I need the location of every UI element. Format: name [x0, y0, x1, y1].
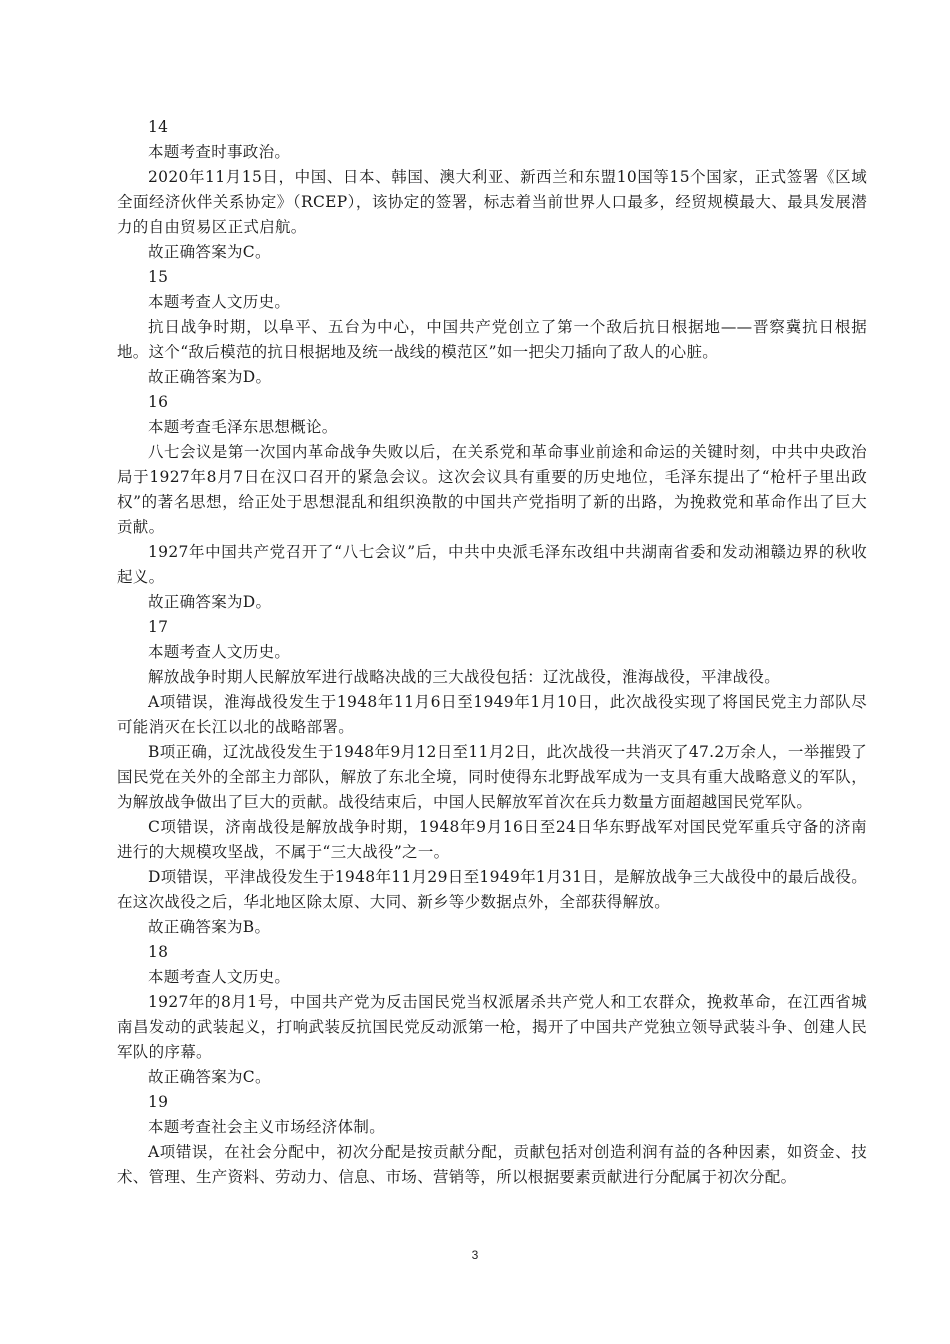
paragraph: 本题考查人文历史。 [148, 968, 291, 986]
paragraph: 2020年11月15日，中国、日本、韩国、澳大利亚、新西兰和东盟10国等15个国家，正式签署《区域全面经济伙伴关系协定》（RCEP），该协定的签署，标志着当前世界人口最多，经贸规模最大、最具发展潜力的自由贸易区正式启航。 [117, 168, 867, 236]
paragraph: 八七会议是第一次国内革命战争失败以后，在关系党和革命事业前途和命运的关键时刻，中共中央政治局于1927年8月7日在汉口召开的紧急会议。这次会议具有重要的历史地位，毛泽东提出了“枪杆子里出政权”的著名思想，给正处于思想混乱和组织涣散的中国共产党指明了新的出路，为挽救党和革命作出了巨大贡献。 [117, 443, 867, 536]
document-body [117, 115, 867, 1190]
paragraph: 故正确答案为D。 [148, 593, 272, 611]
paragraph: 18 [148, 943, 169, 961]
paragraph: 本题考查毛泽东思想概论。 [148, 418, 338, 436]
paragraph: 16 [148, 393, 169, 411]
paragraph: 故正确答案为C。 [148, 243, 271, 261]
paragraph: 故正确答案为C。 [148, 1068, 271, 1086]
paragraph: D项错误，平津战役发生于1948年11月29日至1949年1月31日，是解放战争三大战役中的最后战役。在这次战役之后，华北地区除太原、大同、新乡等少数据点外，全部获得解放。 [117, 868, 867, 911]
paragraph: A项错误，在社会分配中，初次分配是按贡献分配，贡献包括对创造利润有益的各种因素，如资金、技术、管理、生产资料、劳动力、信息、市场、营销等，所以根据要素贡献进行分配属于初次分配。 [117, 1143, 867, 1186]
paragraph: 抗日战争时期，以阜平、五台为中心，中国共产党创立了第一个敌后抗日根据地——晋察冀抗日根据地。这个“敌后模范的抗日根据地及统一战线的模范区”如一把尖刀插向了敌人的心脏。 [117, 318, 867, 361]
paragraph: 本题考查时事政治。 [148, 143, 291, 161]
paragraph: 1927年中国共产党召开了“八七会议”后，中共中央派毛泽东改组中共湖南省委和发动湘赣边界的秋收起义。 [117, 543, 867, 586]
paragraph: 本题考查社会主义市场经济体制。 [148, 1118, 386, 1136]
paragraph: 17 [148, 618, 169, 636]
paragraph: 故正确答案为B。 [148, 918, 271, 936]
paragraph: 15 [148, 268, 169, 286]
paragraph: 19 [148, 1093, 169, 1111]
page-number: 3 [471, 1248, 479, 1262]
paragraph: C项错误，济南战役是解放战争时期，1948年9月16日至24日华东野战军对国民党军重兵守备的济南进行的大规模攻坚战，不属于“三大战役”之一。 [117, 818, 867, 861]
paragraph: 故正确答案为D。 [148, 368, 272, 386]
paragraph: 1927年的8月1号，中国共产党为反击国民党当权派屠杀共产党人和工农群众，挽救革命，在江西省城南昌发动的武装起义，打响武装反抗国民党反动派第一枪，揭开了中国共产党独立领导武装斗争、创建人民军队的序幕。 [117, 993, 867, 1061]
paragraph: 本题考查人文历史。 [148, 643, 291, 661]
paragraph: 解放战争时期人民解放军进行战略决战的三大战役包括：辽沈战役，淮海战役，平津战役。 [148, 668, 781, 686]
paragraph: 14 [148, 118, 169, 136]
paragraph: A项错误，淮海战役发生于1948年11月6日至1949年1月10日，此次战役实现了将国民党主力部队尽可能消灭在长江以北的战略部署。 [117, 693, 867, 736]
paragraph: B项正确，辽沈战役发生于1948年9月12日至11月2日，此次战役一共消灭了47.2万余人，一举摧毁了国民党在关外的全部主力部队，解放了东北全境，同时使得东北野战军成为一支具有重大战略意义的军队，为解放战争做出了巨大的贡献。战役结束后，中国人民解放军首次在兵力数量方面超越国民党军队。 [117, 743, 867, 811]
paragraph: 本题考查人文历史。 [148, 293, 291, 311]
